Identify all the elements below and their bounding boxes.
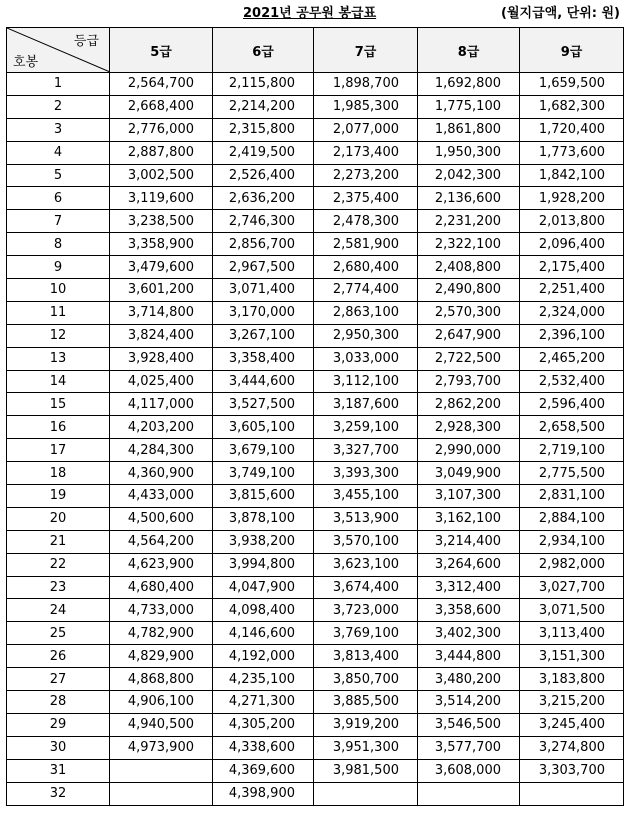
salary-cell: 3,245,400 [520,713,624,736]
salary-cell: 2,115,800 [213,73,314,96]
step-cell: 13 [7,347,110,370]
table-row [7,370,624,393]
salary-cell: 3,723,000 [314,599,418,622]
salary-cell: 4,369,600 [213,759,314,782]
salary-cell: 3,112,100 [314,370,418,393]
table-row [7,164,624,187]
salary-cell: 3,674,400 [314,576,418,599]
salary-cell: 4,098,400 [213,599,314,622]
salary-cell: 2,793,700 [418,370,520,393]
step-cell: 9 [7,256,110,279]
salary-cell: 3,358,600 [418,599,520,622]
table-row [7,279,624,302]
step-cell: 21 [7,530,110,553]
salary-cell: 3,119,600 [110,187,213,210]
header-row [7,28,624,73]
salary-cell: 2,776,000 [110,118,213,141]
salary-cell: 3,444,600 [213,370,314,393]
salary-cell: 3,274,800 [520,736,624,759]
salary-cell: 3,546,500 [418,713,520,736]
salary-cell: 2,774,400 [314,279,418,302]
step-cell: 1 [7,73,110,96]
salary-cell: 4,203,200 [110,416,213,439]
table-row [7,668,624,691]
salary-cell: 3,303,700 [520,759,624,782]
salary-cell: 3,107,300 [418,485,520,508]
salary-cell: 3,714,800 [110,301,213,324]
step-cell: 3 [7,118,110,141]
unit-note: (월지급액, 단위: 원) [501,6,620,21]
salary-cell: 3,259,100 [314,416,418,439]
step-cell: 23 [7,576,110,599]
step-cell: 30 [7,736,110,759]
salary-cell: 2,136,600 [418,187,520,210]
table-row [7,210,624,233]
salary-cell: 2,013,800 [520,210,624,233]
salary-cell: 2,465,200 [520,347,624,370]
table-row [7,782,624,805]
salary-cell: 4,047,900 [213,576,314,599]
salary-cell: 3,238,500 [110,210,213,233]
salary-cell: 3,577,700 [418,736,520,759]
step-cell: 17 [7,439,110,462]
salary-cell: 3,479,600 [110,256,213,279]
table-row [7,485,624,508]
title-row [0,0,628,27]
salary-cell: 2,096,400 [520,233,624,256]
salary-cell: 3,480,200 [418,668,520,691]
salary-cell: 2,658,500 [520,416,624,439]
step-cell: 20 [7,507,110,530]
salary-cell: 1,861,800 [418,118,520,141]
salary-cell: 1,985,300 [314,95,418,118]
salary-cell: 3,071,400 [213,279,314,302]
salary-cell: 3,994,800 [213,553,314,576]
salary-cell: 4,906,100 [110,691,213,714]
salary-cell [314,782,418,805]
salary-cell: 4,940,500 [110,713,213,736]
salary-cell: 2,419,500 [213,141,314,164]
salary-cell: 2,668,400 [110,95,213,118]
salary-cell: 2,396,100 [520,324,624,347]
salary-cell: 2,746,300 [213,210,314,233]
salary-cell: 3,514,200 [418,691,520,714]
salary-cell: 2,831,100 [520,485,624,508]
table-row [7,759,624,782]
step-cell: 27 [7,668,110,691]
salary-cell: 2,408,800 [418,256,520,279]
salary-cell: 2,251,400 [520,279,624,302]
salary-cell: 4,271,300 [213,691,314,714]
salary-cell: 2,950,300 [314,324,418,347]
step-cell: 28 [7,691,110,714]
salary-cell: 3,981,500 [314,759,418,782]
salary-cell: 3,513,900 [314,507,418,530]
table-row [7,645,624,668]
salary-cell: 2,526,400 [213,164,314,187]
salary-cell: 1,773,600 [520,141,624,164]
salary-cell: 2,596,400 [520,393,624,416]
table-body [7,73,624,806]
step-cell: 14 [7,370,110,393]
corner-header [7,28,110,73]
step-cell: 25 [7,622,110,645]
salary-cell: 2,231,200 [418,210,520,233]
salary-cell: 4,338,600 [213,736,314,759]
column-header: 9급 [520,28,624,73]
salary-cell: 1,928,200 [520,187,624,210]
salary-cell: 2,647,900 [418,324,520,347]
salary-cell: 2,856,700 [213,233,314,256]
salary-cell: 1,950,300 [418,141,520,164]
salary-cell: 2,214,200 [213,95,314,118]
table-row [7,301,624,324]
table-row [7,416,624,439]
salary-cell [418,782,520,805]
salary-cell: 2,175,400 [520,256,624,279]
salary-cell: 3,527,500 [213,393,314,416]
salary-cell: 3,824,400 [110,324,213,347]
table-row [7,233,624,256]
salary-cell: 2,967,500 [213,256,314,279]
salary-cell: 4,146,600 [213,622,314,645]
salary-cell: 2,564,700 [110,73,213,96]
salary-cell: 3,358,400 [213,347,314,370]
step-cell: 19 [7,485,110,508]
step-cell: 16 [7,416,110,439]
salary-cell: 1,842,100 [520,164,624,187]
column-header: 7급 [314,28,418,73]
salary-cell: 3,033,000 [314,347,418,370]
salary-cell: 2,490,800 [418,279,520,302]
salary-cell: 3,570,100 [314,530,418,553]
salary-table [6,27,624,806]
salary-cell: 3,187,600 [314,393,418,416]
table-row [7,118,624,141]
step-cell: 12 [7,324,110,347]
salary-cell: 3,183,800 [520,668,624,691]
salary-cell: 2,324,000 [520,301,624,324]
step-cell: 24 [7,599,110,622]
salary-cell: 1,775,100 [418,95,520,118]
column-header: 6급 [213,28,314,73]
salary-cell: 4,829,900 [110,645,213,668]
table-row [7,462,624,485]
salary-cell: 3,938,200 [213,530,314,553]
table-row [7,691,624,714]
salary-cell: 4,782,900 [110,622,213,645]
table-row [7,141,624,164]
salary-cell: 3,850,700 [314,668,418,691]
salary-cell: 2,042,300 [418,164,520,187]
step-label: 호봉 [13,55,39,70]
step-cell: 15 [7,393,110,416]
salary-cell: 4,564,200 [110,530,213,553]
step-cell: 10 [7,279,110,302]
table-row [7,73,624,96]
salary-cell: 3,444,800 [418,645,520,668]
salary-cell: 3,312,400 [418,576,520,599]
salary-cell: 4,398,900 [213,782,314,805]
step-cell: 4 [7,141,110,164]
salary-cell: 1,659,500 [520,73,624,96]
step-cell: 7 [7,210,110,233]
salary-cell: 3,605,100 [213,416,314,439]
step-cell: 8 [7,233,110,256]
salary-cell: 3,928,400 [110,347,213,370]
salary-cell: 2,862,200 [418,393,520,416]
salary-cell: 1,720,400 [520,118,624,141]
salary-cell: 4,623,900 [110,553,213,576]
table-row [7,95,624,118]
salary-cell: 4,680,400 [110,576,213,599]
salary-cell: 2,173,400 [314,141,418,164]
salary-cell: 2,680,400 [314,256,418,279]
salary-cell: 4,360,900 [110,462,213,485]
step-cell: 26 [7,645,110,668]
table-row [7,347,624,370]
salary-cell: 4,235,100 [213,668,314,691]
salary-cell: 4,868,800 [110,668,213,691]
salary-cell: 4,117,000 [110,393,213,416]
salary-cell: 3,214,400 [418,530,520,553]
step-cell: 11 [7,301,110,324]
salary-cell: 3,027,700 [520,576,624,599]
salary-cell: 3,358,900 [110,233,213,256]
table-row [7,576,624,599]
table-row [7,439,624,462]
salary-cell: 2,887,800 [110,141,213,164]
salary-cell: 3,679,100 [213,439,314,462]
salary-cell: 1,692,800 [418,73,520,96]
salary-cell: 3,813,400 [314,645,418,668]
salary-cell: 2,315,800 [213,118,314,141]
salary-cell: 3,769,100 [314,622,418,645]
step-cell: 6 [7,187,110,210]
salary-cell: 4,284,300 [110,439,213,462]
salary-cell: 3,071,500 [520,599,624,622]
salary-cell: 2,884,100 [520,507,624,530]
grade-label: 등급 [73,34,99,49]
step-cell: 29 [7,713,110,736]
step-cell: 31 [7,759,110,782]
table-row [7,553,624,576]
salary-cell: 3,815,600 [213,485,314,508]
salary-cell: 2,775,500 [520,462,624,485]
column-header: 5급 [110,28,213,73]
salary-cell: 3,951,300 [314,736,418,759]
table-row [7,736,624,759]
salary-cell: 4,025,400 [110,370,213,393]
salary-cell [110,782,213,805]
step-cell: 2 [7,95,110,118]
table-row [7,324,624,347]
salary-cell: 1,898,700 [314,73,418,96]
salary-cell: 3,267,100 [213,324,314,347]
salary-cell: 3,749,100 [213,462,314,485]
salary-cell: 2,719,100 [520,439,624,462]
table-row [7,187,624,210]
salary-cell: 2,982,000 [520,553,624,576]
salary-cell: 2,532,400 [520,370,624,393]
salary-cell: 3,885,500 [314,691,418,714]
salary-cell: 2,273,200 [314,164,418,187]
salary-cell: 4,733,000 [110,599,213,622]
salary-cell: 2,990,000 [418,439,520,462]
table-row [7,393,624,416]
column-header: 8급 [418,28,520,73]
salary-cell: 2,863,100 [314,301,418,324]
step-cell: 32 [7,782,110,805]
salary-cell: 3,113,400 [520,622,624,645]
table-row [7,713,624,736]
table-row [7,507,624,530]
salary-cell: 4,433,000 [110,485,213,508]
salary-cell: 2,375,400 [314,187,418,210]
step-cell: 5 [7,164,110,187]
salary-cell: 2,581,900 [314,233,418,256]
salary-cell: 2,928,300 [418,416,520,439]
salary-cell [110,759,213,782]
salary-cell: 2,570,300 [418,301,520,324]
step-cell: 22 [7,553,110,576]
salary-cell: 2,478,300 [314,210,418,233]
salary-cell: 3,049,900 [418,462,520,485]
table-row [7,530,624,553]
salary-cell: 4,973,900 [110,736,213,759]
salary-cell: 2,077,000 [314,118,418,141]
salary-cell: 3,002,500 [110,164,213,187]
salary-cell: 3,215,200 [520,691,624,714]
salary-cell: 4,305,200 [213,713,314,736]
salary-cell: 2,322,100 [418,233,520,256]
salary-cell: 3,264,600 [418,553,520,576]
salary-cell: 3,327,700 [314,439,418,462]
table-row [7,622,624,645]
salary-cell: 2,722,500 [418,347,520,370]
page-title: 2021년 공무원 봉급표 [243,6,377,21]
salary-cell: 3,162,100 [418,507,520,530]
step-cell: 18 [7,462,110,485]
salary-cell: 3,151,300 [520,645,624,668]
salary-cell: 4,500,600 [110,507,213,530]
salary-cell: 1,682,300 [520,95,624,118]
salary-cell: 3,608,000 [418,759,520,782]
table-row [7,256,624,279]
salary-cell: 3,601,200 [110,279,213,302]
salary-cell: 3,919,200 [314,713,418,736]
salary-cell: 3,623,100 [314,553,418,576]
salary-cell: 3,402,300 [418,622,520,645]
salary-cell: 3,455,100 [314,485,418,508]
salary-cell [520,782,624,805]
salary-cell: 3,878,100 [213,507,314,530]
salary-cell: 2,636,200 [213,187,314,210]
salary-cell: 3,393,300 [314,462,418,485]
table-row [7,599,624,622]
salary-cell: 3,170,000 [213,301,314,324]
salary-cell: 4,192,000 [213,645,314,668]
salary-cell: 2,934,100 [520,530,624,553]
